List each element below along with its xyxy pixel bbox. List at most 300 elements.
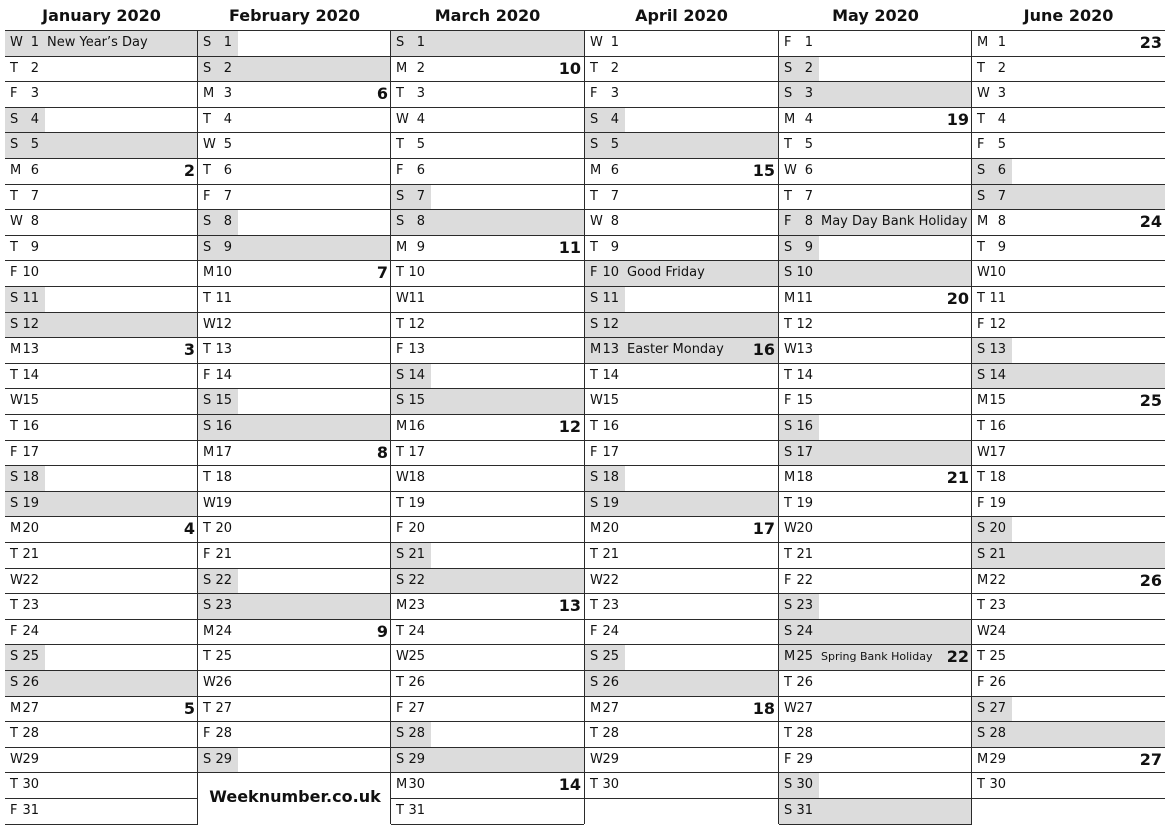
day-number: 9 [804, 239, 813, 255]
day-row[interactable] [391, 81, 584, 107]
day-row[interactable] [972, 644, 1165, 670]
day-row[interactable] [5, 644, 198, 670]
weekday-letter: S [396, 751, 405, 767]
day-row[interactable] [391, 568, 584, 594]
day-row[interactable] [198, 209, 391, 235]
day-row[interactable] [972, 772, 1165, 798]
day-cell [5, 543, 45, 568]
day-number: 3 [416, 86, 425, 102]
day-cell [585, 364, 625, 389]
weekday-letter: M [203, 265, 215, 281]
weekday-letter: S [784, 444, 793, 460]
day-row[interactable] [585, 286, 778, 312]
day-row[interactable] [585, 81, 778, 107]
day-row[interactable] [972, 696, 1165, 722]
day-cell [198, 108, 238, 133]
day-row[interactable] [972, 337, 1165, 363]
week-number: 9 [376, 621, 388, 641]
day-row[interactable] [779, 30, 972, 56]
day-row[interactable] [5, 568, 198, 594]
day-row[interactable] [198, 363, 391, 389]
day-row[interactable] [972, 107, 1165, 133]
day-cell [198, 82, 238, 107]
day-row[interactable] [391, 337, 584, 363]
weekday-letter: S [977, 521, 986, 537]
weekday-letter: M [977, 393, 989, 409]
weekday-letter: S [10, 649, 19, 665]
week-number: 10 [558, 58, 581, 78]
day-row[interactable] [779, 388, 972, 414]
day-number: 22 [796, 572, 813, 588]
day-row[interactable] [198, 184, 391, 210]
day-row[interactable] [198, 465, 391, 491]
weekday-letter: T [203, 342, 211, 358]
day-row[interactable] [585, 670, 778, 696]
day-number: 7 [610, 188, 619, 204]
day-number: 29 [22, 751, 39, 767]
day-row[interactable] [5, 747, 198, 773]
day-row[interactable] [585, 414, 778, 440]
weekday-letter: M [10, 521, 22, 537]
day-number: 25 [989, 649, 1006, 665]
day-row[interactable] [585, 747, 778, 773]
weekday-letter: F [590, 623, 598, 639]
day-row[interactable] [5, 696, 198, 722]
day-cell [779, 364, 819, 389]
day-number: 8 [30, 214, 39, 230]
weekday-letter: W [10, 393, 23, 409]
day-row[interactable] [198, 286, 391, 312]
day-row[interactable] [198, 696, 391, 722]
day-cell [391, 569, 431, 594]
weekday-letter: M [977, 572, 989, 588]
day-row[interactable] [585, 465, 778, 491]
day-row[interactable] [779, 312, 972, 338]
day-row[interactable] [779, 619, 972, 645]
day-row[interactable] [972, 440, 1165, 466]
holiday-label: New Year’s Day [47, 35, 148, 50]
day-row[interactable] [779, 772, 972, 798]
day-cell [972, 466, 1012, 491]
day-row[interactable] [198, 440, 391, 466]
day-row[interactable] [779, 235, 972, 261]
day-number: 19 [602, 495, 619, 511]
day-row[interactable] [972, 619, 1165, 645]
day-row[interactable] [779, 440, 972, 466]
day-row[interactable] [391, 363, 584, 389]
week-number: 4 [183, 519, 195, 539]
day-row[interactable] [585, 209, 778, 235]
day-row[interactable] [198, 30, 391, 56]
day-cell [198, 697, 238, 722]
day-row[interactable] [5, 440, 198, 466]
day-number: 17 [408, 444, 425, 460]
day-row[interactable] [779, 542, 972, 568]
day-number: 5 [30, 137, 39, 153]
weekday-letter: S [396, 214, 405, 230]
day-row[interactable] [5, 158, 198, 184]
day-row[interactable] [391, 772, 584, 798]
day-row[interactable] [779, 465, 972, 491]
day-row[interactable] [779, 81, 972, 107]
day-number: 15 [989, 393, 1006, 409]
day-row[interactable] [198, 619, 391, 645]
day-row[interactable] [391, 286, 584, 312]
day-row[interactable] [779, 363, 972, 389]
day-number: 9 [997, 239, 1006, 255]
day-number: 24 [602, 623, 619, 639]
day-cell [5, 210, 45, 235]
weekday-letter: S [784, 265, 793, 281]
day-number: 25 [796, 649, 813, 665]
day-cell [779, 82, 819, 107]
day-row[interactable] [972, 132, 1165, 158]
day-cell [198, 569, 238, 594]
weekday-letter: T [10, 188, 18, 204]
day-row[interactable] [585, 388, 778, 414]
day-row[interactable] [779, 209, 972, 235]
day-row[interactable] [779, 132, 972, 158]
day-row[interactable] [5, 516, 198, 542]
day-row[interactable] [5, 312, 198, 338]
day-row[interactable] [5, 798, 198, 824]
day-row[interactable] [585, 772, 778, 798]
weekday-letter: W [10, 214, 23, 230]
day-row[interactable] [391, 721, 584, 747]
day-row[interactable] [5, 132, 198, 158]
day-cell [391, 389, 431, 414]
day-cell [585, 210, 625, 235]
weekday-letter: S [396, 726, 405, 742]
day-cell [198, 492, 238, 517]
site-brand[interactable]: Weeknumber.co.uk [209, 787, 381, 806]
day-row[interactable] [779, 747, 972, 773]
day-row[interactable] [585, 337, 778, 363]
day-row[interactable] [972, 388, 1165, 414]
weekday-letter: S [977, 547, 986, 562]
day-row[interactable] [779, 644, 972, 670]
day-row[interactable] [779, 568, 972, 594]
day-row[interactable] [198, 132, 391, 158]
day-row[interactable] [391, 644, 584, 670]
day-row[interactable] [779, 184, 972, 210]
day-row[interactable] [972, 516, 1165, 542]
day-row[interactable] [5, 670, 198, 696]
day-row[interactable] [972, 235, 1165, 261]
day-number: 14 [408, 367, 425, 383]
day-row[interactable] [972, 491, 1165, 517]
day-row[interactable] [972, 465, 1165, 491]
day-row[interactable] [779, 414, 972, 440]
day-row[interactable] [585, 158, 778, 184]
day-row[interactable] [198, 107, 391, 133]
day-row[interactable] [972, 414, 1165, 440]
day-row[interactable] [5, 619, 198, 645]
weekday-letter: T [784, 316, 792, 332]
day-row[interactable] [391, 516, 584, 542]
day-number: 31 [796, 803, 813, 818]
weekday-letter: M [590, 342, 602, 358]
day-number: 20 [989, 521, 1006, 537]
day-row[interactable] [972, 209, 1165, 235]
day-row[interactable] [198, 542, 391, 568]
day-row[interactable] [585, 542, 778, 568]
day-row[interactable] [972, 593, 1165, 619]
weekday-letter: W [590, 214, 603, 230]
day-row[interactable] [972, 721, 1165, 747]
day-cell [972, 261, 1012, 286]
weekday-letter: M [396, 598, 408, 614]
day-row[interactable] [391, 696, 584, 722]
day-row[interactable] [391, 440, 584, 466]
day-row[interactable] [585, 184, 778, 210]
day-row[interactable] [198, 312, 391, 338]
day-row[interactable] [198, 516, 391, 542]
day-row[interactable] [779, 158, 972, 184]
day-row[interactable] [972, 56, 1165, 82]
day-row[interactable] [198, 593, 391, 619]
day-row[interactable] [972, 670, 1165, 696]
day-row[interactable] [585, 312, 778, 338]
day-cell [585, 671, 625, 696]
day-row[interactable] [391, 107, 584, 133]
day-row[interactable] [5, 260, 198, 286]
day-row[interactable] [198, 158, 391, 184]
day-row[interactable] [585, 696, 778, 722]
day-row[interactable] [5, 286, 198, 312]
day-row[interactable] [585, 593, 778, 619]
day-row[interactable] [198, 747, 391, 773]
day-row[interactable] [5, 388, 198, 414]
day-cell [972, 594, 1012, 619]
day-number: 1 [416, 35, 425, 50]
day-row[interactable] [972, 184, 1165, 210]
day-cell [972, 697, 1012, 722]
day-row[interactable] [198, 670, 391, 696]
day-number: 2 [610, 60, 619, 76]
day-row[interactable] [972, 747, 1165, 773]
day-row[interactable] [779, 337, 972, 363]
weekday-letter: F [590, 265, 598, 281]
weekday-letter: T [10, 419, 18, 434]
day-row[interactable] [779, 286, 972, 312]
day-row[interactable] [391, 388, 584, 414]
day-row[interactable] [391, 132, 584, 158]
day-row[interactable] [391, 542, 584, 568]
day-row[interactable] [391, 491, 584, 517]
day-row[interactable] [585, 107, 778, 133]
day-row[interactable] [779, 516, 972, 542]
day-row[interactable] [5, 30, 198, 56]
day-row[interactable] [198, 56, 391, 82]
weekday-letter: M [784, 291, 796, 306]
day-row[interactable] [391, 56, 584, 82]
weekday-letter: W [977, 265, 990, 281]
day-row[interactable] [391, 747, 584, 773]
day-number: 15 [796, 393, 813, 409]
day-row[interactable] [585, 516, 778, 542]
day-row[interactable] [972, 81, 1165, 107]
day-cell [585, 722, 625, 747]
day-row[interactable] [5, 721, 198, 747]
day-row[interactable] [779, 670, 972, 696]
day-row[interactable] [391, 158, 584, 184]
day-row[interactable] [972, 260, 1165, 286]
day-number: 28 [602, 726, 619, 742]
day-cell [198, 389, 238, 414]
weekday-letter: S [784, 777, 793, 793]
day-row[interactable] [972, 363, 1165, 389]
day-row[interactable] [585, 644, 778, 670]
weekday-letter: T [977, 419, 985, 434]
day-row[interactable] [198, 235, 391, 261]
day-row[interactable] [391, 670, 584, 696]
day-row[interactable] [5, 491, 198, 517]
day-row[interactable] [198, 260, 391, 286]
day-cell [779, 159, 819, 184]
day-cell [779, 261, 819, 286]
day-row[interactable] [391, 465, 584, 491]
day-row[interactable] [585, 363, 778, 389]
day-number: 21 [602, 547, 619, 562]
day-row[interactable] [391, 184, 584, 210]
day-row[interactable] [585, 619, 778, 645]
day-row[interactable] [779, 107, 972, 133]
day-number: 24 [989, 623, 1006, 639]
day-row[interactable] [5, 184, 198, 210]
month-title: April 2020 [635, 6, 728, 25]
weekday-letter: F [784, 35, 792, 50]
day-row[interactable] [5, 81, 198, 107]
day-row[interactable] [972, 568, 1165, 594]
day-cell [5, 287, 45, 312]
day-number: 25 [215, 649, 232, 665]
day-cell [585, 338, 625, 363]
day-row[interactable] [585, 568, 778, 594]
day-cell [198, 133, 238, 158]
day-row[interactable] [198, 644, 391, 670]
day-cell [972, 441, 1012, 466]
holiday-label: Easter Monday [627, 342, 724, 358]
day-row[interactable] [391, 260, 584, 286]
day-row[interactable] [5, 56, 198, 82]
day-row[interactable] [391, 414, 584, 440]
day-row[interactable] [779, 593, 972, 619]
day-number: 20 [22, 521, 39, 537]
day-row[interactable] [585, 56, 778, 82]
day-row[interactable] [198, 414, 391, 440]
day-cell [585, 82, 625, 107]
day-row[interactable] [779, 260, 972, 286]
day-row[interactable] [779, 721, 972, 747]
weekday-letter: M [203, 623, 215, 639]
day-row[interactable] [5, 107, 198, 133]
day-cell [585, 236, 625, 261]
day-number: 22 [602, 572, 619, 588]
day-number: 14 [215, 367, 232, 383]
day-row[interactable] [391, 209, 584, 235]
day-row[interactable] [5, 209, 198, 235]
day-row[interactable] [585, 30, 778, 56]
day-row[interactable] [391, 619, 584, 645]
weekday-letter: W [10, 751, 23, 767]
weekday-letter: M [784, 649, 796, 665]
day-row[interactable] [779, 696, 972, 722]
day-row[interactable] [198, 568, 391, 594]
week-number: 13 [558, 596, 581, 616]
day-number: 20 [796, 521, 813, 537]
day-row[interactable] [5, 337, 198, 363]
day-cell [779, 287, 819, 312]
day-row[interactable] [5, 414, 198, 440]
day-row[interactable] [779, 798, 972, 824]
weekday-letter: T [10, 367, 18, 383]
day-cell [391, 722, 431, 747]
day-row[interactable] [198, 81, 391, 107]
weekday-letter: T [10, 598, 18, 614]
day-row[interactable] [391, 30, 584, 56]
day-row[interactable] [779, 491, 972, 517]
day-number: 26 [215, 675, 232, 690]
day-row[interactable] [391, 798, 584, 824]
day-row[interactable] [391, 235, 584, 261]
day-number: 23 [408, 598, 425, 614]
day-number: 6 [416, 163, 425, 178]
weekday-letter: S [396, 35, 405, 50]
day-row[interactable] [585, 721, 778, 747]
day-row[interactable] [585, 260, 778, 286]
day-row[interactable] [198, 491, 391, 517]
day-cell [779, 57, 819, 82]
weekday-letter: T [784, 137, 792, 153]
day-number: 15 [215, 393, 232, 409]
day-row[interactable] [585, 235, 778, 261]
holiday-label: Spring Bank Holiday [821, 650, 933, 664]
day-number: 5 [610, 137, 619, 153]
weekday-letter: W [590, 393, 603, 409]
day-row[interactable] [5, 465, 198, 491]
day-row[interactable] [972, 286, 1165, 312]
day-row[interactable] [5, 542, 198, 568]
day-row[interactable] [779, 56, 972, 82]
day-row[interactable] [972, 30, 1165, 56]
day-row[interactable] [198, 388, 391, 414]
day-row[interactable] [391, 312, 584, 338]
month-column [5, 0, 198, 827]
day-row[interactable] [972, 158, 1165, 184]
day-row[interactable] [585, 440, 778, 466]
day-cell [972, 492, 1012, 517]
day-row[interactable] [5, 235, 198, 261]
day-row[interactable] [5, 593, 198, 619]
day-row[interactable] [198, 337, 391, 363]
day-cell [779, 415, 819, 440]
day-row[interactable] [5, 363, 198, 389]
day-number: 15 [22, 393, 39, 409]
day-row[interactable] [585, 132, 778, 158]
day-row[interactable] [391, 593, 584, 619]
day-number: 7 [416, 188, 425, 204]
day-row[interactable] [585, 491, 778, 517]
day-row[interactable] [198, 721, 391, 747]
day-number: 19 [408, 495, 425, 511]
day-row[interactable] [972, 542, 1165, 568]
day-number: 29 [215, 751, 232, 767]
day-row[interactable] [972, 312, 1165, 338]
day-row[interactable] [5, 772, 198, 798]
day-cell [585, 415, 625, 440]
day-cell [5, 466, 45, 491]
